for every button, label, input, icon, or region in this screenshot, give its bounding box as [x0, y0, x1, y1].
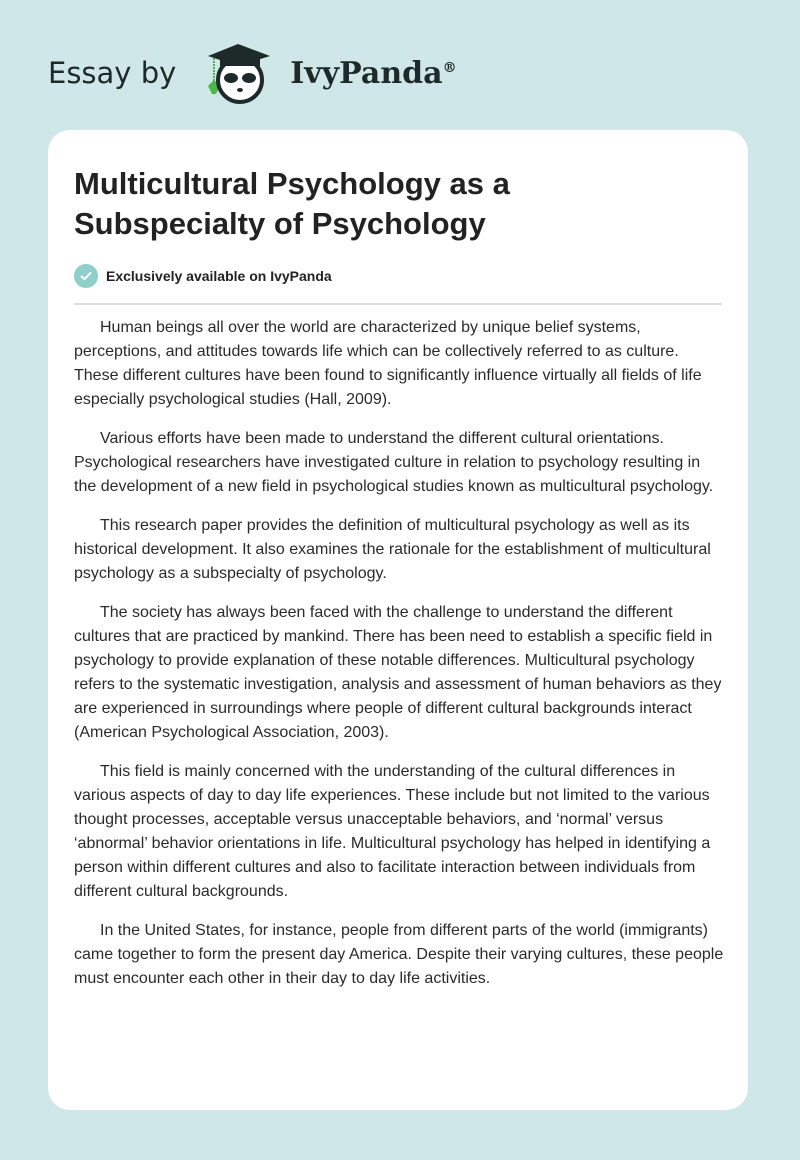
paragraph: Various efforts have been made to understand the different cultural orientations. Psychological researchers have investigated culture in relation to psychology resulting in the development of a new field in psychological studies known as multicultural psychology.	[74, 430, 714, 495]
essay-title: Multicultural Psychology as a Subspecialty of Psychology	[74, 166, 510, 241]
panda-logo-icon[interactable]	[194, 40, 280, 106]
divider	[74, 303, 722, 305]
paragraph: The society has always been faced with the challenge to understand the different cultures that are practiced by mankind. There has been need to establish a specific field in psychology to provide explanation of these notable differences. Multicultural psychology refers to the systematic investigation, analysis and assessment of human behaviors as they are experienced in surroundings where people of different cultural backgrounds interact (American Psychological Association, 2003).	[74, 604, 722, 741]
brand-text: IvyPanda	[290, 55, 443, 91]
site-header	[48, 38, 457, 108]
brand-name[interactable]	[290, 56, 456, 91]
paragraph: This field is mainly concerned with the understanding of the cultural differences in various aspects of day to day life experiences. These include but not limited to the various thought processes, acceptable versus unacceptable behaviors, and ‘normal’ versus ‘abnormal’ behavior orientations in life. Multicultural psychology has helped in identifying a person within different cultures and also to facilitate interaction between individuals from different cultural backgrounds.	[74, 763, 711, 900]
essay-body	[74, 316, 726, 1006]
essay-by-label: Essay by	[48, 56, 177, 90]
badge-text: Exclusively available on IvyPanda	[106, 268, 332, 284]
paragraph: In the United States, for instance, people from different parts of the world (immigrants) came together to form the present day America. Despite their varying cultures, these people must encounter each other in their day to day life activities.	[74, 922, 724, 987]
paragraph: Human beings all over the world are characterized by unique belief systems, perceptions, and attitudes towards life which can be collectively referred to as culture. These different cultures have been found to significantly influence virtually all fields of life especially psychological studies (Hall, 2009).	[74, 319, 702, 408]
exclusive-badge	[74, 264, 332, 288]
registered-mark: ®	[442, 59, 457, 76]
paragraph: This research paper provides the definition of multicultural psychology as well as its historical development. It also examines the rationale for the establishment of multicultural psychology as a subspecialty of psychology.	[74, 517, 711, 582]
essay-card	[48, 130, 748, 1110]
check-icon	[74, 264, 98, 288]
